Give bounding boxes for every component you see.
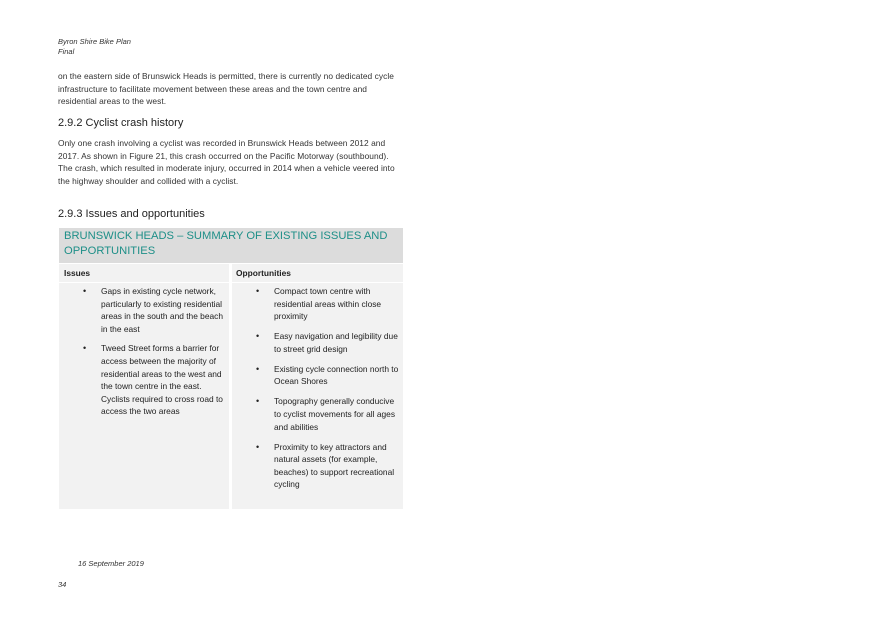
issue-text: Tweed Street forms a barrier for access between the majority of residential areas to the west and the town centre in the east. Cyclists required to cross road to access the two areas [101, 343, 223, 417]
intro-paragraph: on the eastern side of Brunswick Heads is permitted, there is currently no dedicated cycle infrastructure to facilitate movement between these areas and the town centre and residential areas to the west. [58, 71, 394, 107]
issues-column-header: Issues [59, 264, 229, 282]
bullet-icon: • [256, 363, 260, 374]
bullet-icon: • [256, 441, 260, 452]
header-title: Byron Shire Bike Plan [58, 37, 131, 46]
opportunity-text: Existing cycle connection north to Ocean Shores [274, 363, 399, 387]
opportunity-text: Proximity to key attractors and natural assets (for example, beaches) to support recreational cycling [274, 441, 395, 490]
bullet-icon: • [256, 396, 260, 407]
summary-table-title: BRUNSWICK HEADS – SUMMARY OF EXISTING ISSUES AND OPPORTUNITIES [64, 230, 388, 257]
list-item [256, 363, 403, 388]
opportunity-text: Topography generally conducive to cyclist movements for all ages and abilities [274, 396, 396, 432]
crash-history-paragraph: Only one crash involving a cyclist was recorded in Brunswick Heads between 2012 and 2017. As shown in Figure 21, this crash occurred on the Pacific Motorway (southbound). The crash, which resulted in moderate injury, occurred in 2014 when a vehicle veered into the highway shoulder and collided with a cyclist. [58, 138, 395, 186]
issue-text: Gaps in existing cycle network, particularly to existing residential areas in the south and the beach in the east [101, 286, 223, 334]
bullet-icon: • [83, 286, 87, 296]
footer-date: 16 September 2019 [78, 559, 144, 568]
list-item [256, 395, 403, 433]
section-heading-issues-opportunities: 2.9.3 Issues and opportunities [58, 208, 205, 220]
section-heading-crash-history: 2.9.2 Cyclist crash history [58, 117, 184, 129]
opportunities-column [232, 283, 403, 509]
list-item [83, 342, 229, 418]
header-status: Final [58, 47, 75, 56]
list-item [256, 285, 403, 323]
issues-column [59, 283, 229, 509]
page-number: 34 [58, 580, 67, 589]
opportunities-column-header: Opportunities [232, 264, 403, 282]
running-header [58, 37, 131, 57]
list-item [256, 330, 403, 355]
opportunities-list [232, 283, 403, 491]
bullet-icon: • [83, 343, 87, 354]
list-item [256, 441, 403, 491]
opportunity-text: Easy navigation and legibility due to street grid design [274, 331, 398, 354]
summary-table-title-bar [59, 228, 403, 263]
bullet-icon: • [256, 286, 260, 296]
issues-list [59, 283, 229, 418]
opportunity-text: Compact town centre with residential areas within close proximity [274, 286, 382, 322]
list-item [83, 285, 229, 335]
summary-table [59, 228, 403, 509]
bullet-icon: • [256, 331, 260, 342]
